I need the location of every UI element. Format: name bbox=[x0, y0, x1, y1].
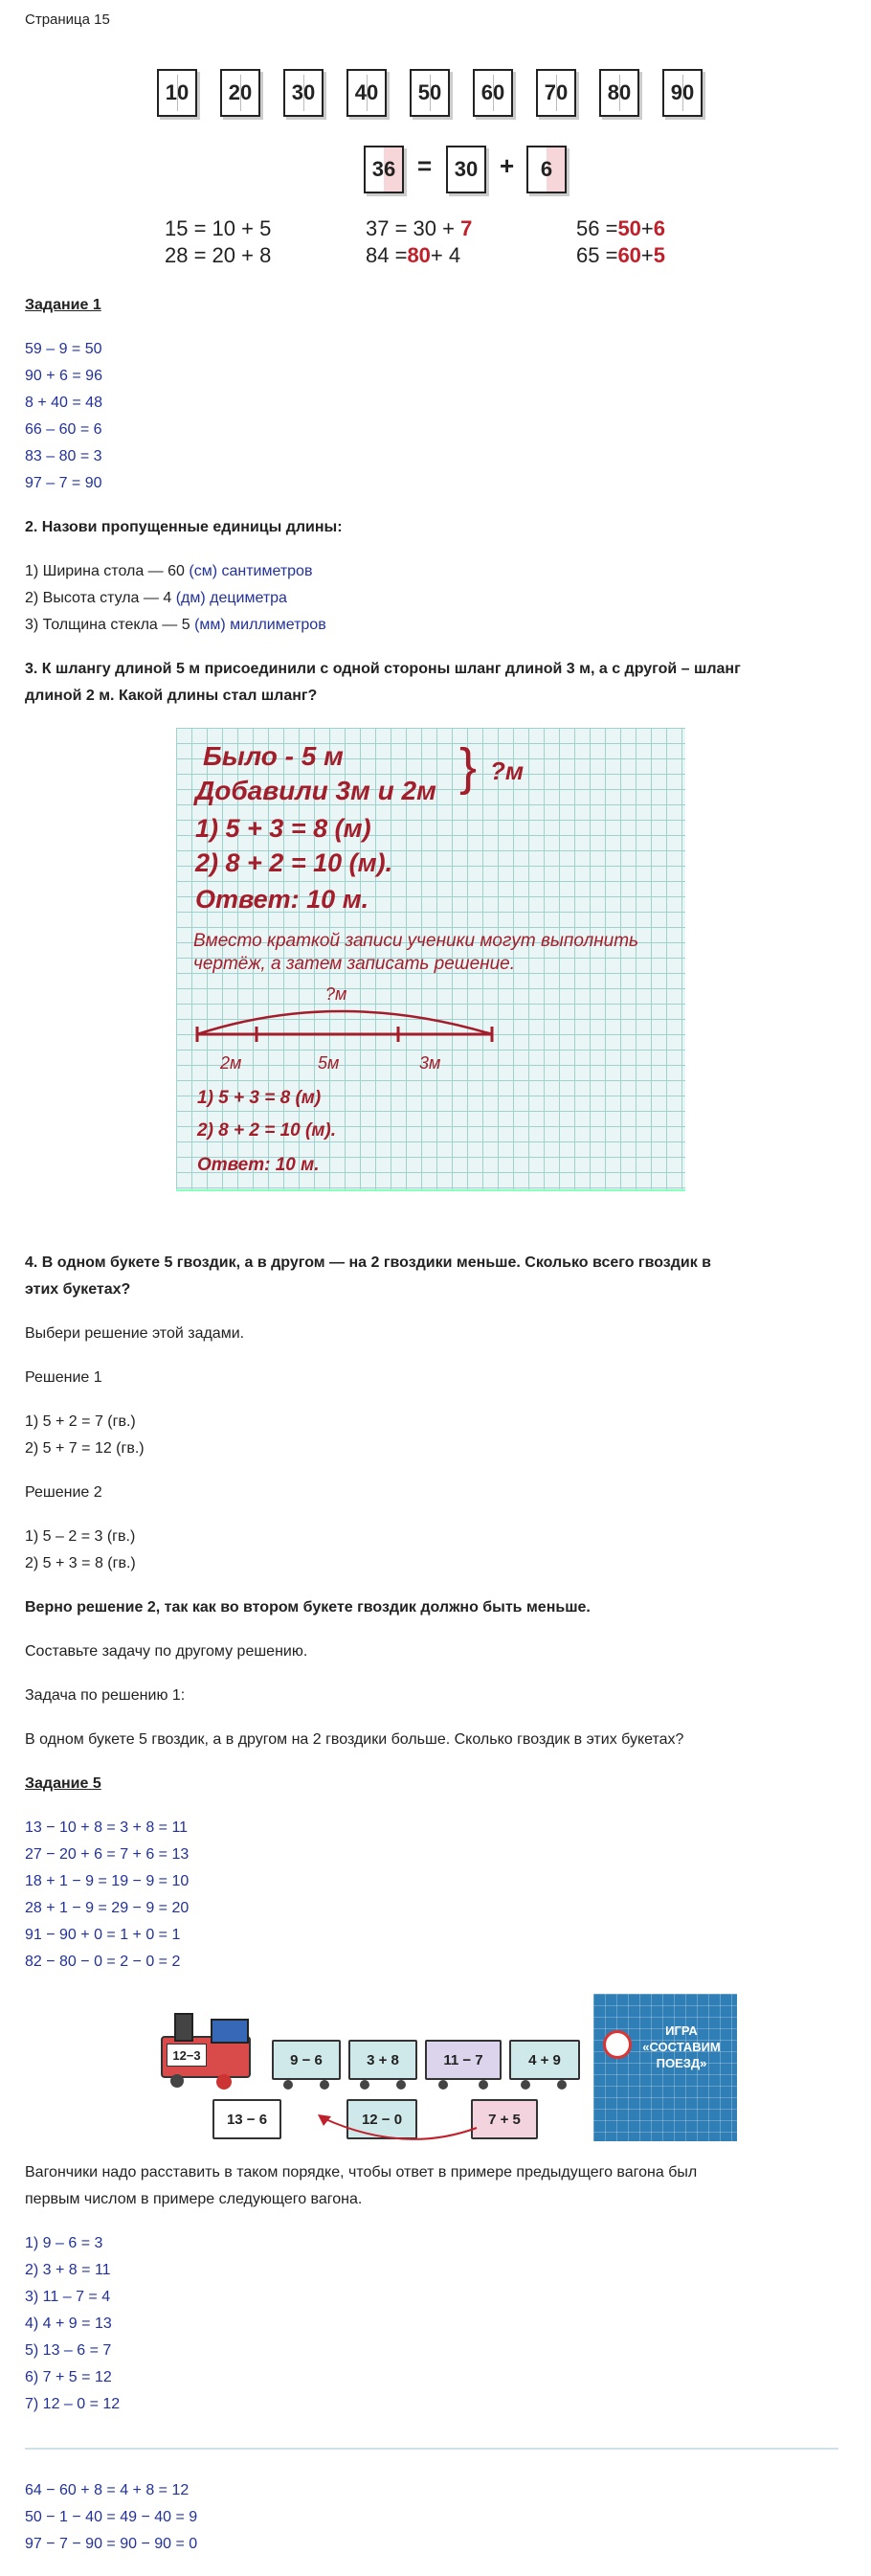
order-line: 4) 4 + 9 = 13 bbox=[25, 2316, 112, 2332]
task5-line: 18 + 1 − 9 = 19 − 9 = 10 bbox=[25, 1873, 190, 1889]
equation: 15 = 10 + 5 bbox=[165, 216, 272, 240]
task5-line: 82 − 80 − 0 = 2 − 0 = 2 bbox=[25, 1954, 181, 1970]
hw-question: ?м bbox=[490, 757, 525, 785]
task1-line: 8 + 40 = 48 bbox=[25, 395, 102, 411]
number-card: 40 bbox=[346, 69, 387, 117]
task5-heading: Задание 5 bbox=[25, 1775, 101, 1792]
hw-b-step2: 2) 8 + 2 = 10 (м). bbox=[197, 1120, 337, 1141]
extra-line: 64 − 60 + 8 = 4 + 8 = 12 bbox=[25, 2482, 190, 2498]
number-card: 30 bbox=[283, 69, 324, 117]
task1-line: 66 – 60 = 6 bbox=[25, 421, 102, 438]
compose-card-36: 36 bbox=[364, 146, 404, 193]
task1-line: 83 – 80 = 3 bbox=[25, 448, 102, 464]
task3-heading-line1: 3. К шлангу длиной 5 м присоединили с одной стороны шланг длиной 3 м, а с другой – шланг bbox=[25, 661, 741, 677]
train-text-line1: Вагончики надо расставить в таком порядке, чтобы ответ в примере предыдущего вагона был bbox=[25, 2164, 698, 2181]
task3-solution-image bbox=[176, 728, 685, 1191]
order-line: 7) 12 – 0 = 12 bbox=[25, 2396, 121, 2412]
task1-line: 97 – 7 = 90 bbox=[25, 475, 102, 491]
task4-choose: Выбери решение этой задами. bbox=[25, 1325, 245, 1342]
segment-question-label: ?м bbox=[325, 984, 347, 1004]
order-line: 6) 7 + 5 = 12 bbox=[25, 2369, 112, 2385]
number-card: 60 bbox=[473, 69, 513, 117]
order-line: 3) 11 – 7 = 4 bbox=[25, 2289, 111, 2305]
task5-line: 27 − 20 + 6 = 7 + 6 = 13 bbox=[25, 1846, 190, 1863]
task2-line: 3) Толщина стекла — 5 (мм) миллиметров bbox=[25, 617, 326, 633]
number-card: 70 bbox=[536, 69, 576, 117]
number-card: 90 bbox=[662, 69, 703, 117]
task4-heading-line2: этих букетах? bbox=[25, 1281, 131, 1298]
hw-step1: 1) 5 + 3 = 8 (м) bbox=[195, 814, 371, 843]
hw-step2: 2) 8 + 2 = 10 (м). bbox=[195, 848, 393, 877]
task1-line: 90 + 6 = 96 bbox=[25, 368, 102, 384]
task4-compose: Составьте задачу по другому решению. bbox=[25, 1643, 308, 1660]
game-title: ИГРА «СОСТАВИМ ПОЕЗД» bbox=[642, 2023, 721, 2070]
equation: 37 = 30 + 7 bbox=[366, 216, 473, 240]
extra-line: 97 − 7 − 90 = 90 − 90 = 0 bbox=[25, 2536, 198, 2552]
wagon: 4 + 9 bbox=[509, 2040, 580, 2080]
hw-b-answer: Ответ: 10 м. bbox=[197, 1155, 320, 1175]
task4-by-solution1: Задача по решению 1: bbox=[25, 1687, 186, 1704]
hw-b-step1: 1) 5 + 3 = 8 (м) bbox=[197, 1088, 322, 1108]
divider bbox=[25, 2448, 838, 2450]
chimney bbox=[174, 2013, 193, 2042]
train-text-line2: первым числом в примере следующего вагона. bbox=[25, 2191, 363, 2207]
segment-label-3m: 3м bbox=[419, 1053, 441, 1073]
hw-note-line2: чертёж, а затем записать решение. bbox=[193, 954, 516, 974]
task4-solution2-line: 2) 5 + 3 = 8 (гв.) bbox=[25, 1555, 136, 1571]
task4-new-problem: В одном букете 5 гвоздик, а в другом на 2 гвоздики больше. Сколько гвоздик в этих букетах? bbox=[25, 1731, 684, 1748]
compose-card-6: 6 bbox=[526, 146, 567, 193]
extra-line: 50 − 1 − 40 = 49 − 40 = 9 bbox=[25, 2509, 198, 2525]
task4-solution2-title: Решение 2 bbox=[25, 1484, 102, 1501]
game-panel bbox=[593, 1994, 737, 2141]
task2-heading: 2. Назови пропущенные единицы длины: bbox=[25, 519, 343, 535]
wagon: 7 + 5 bbox=[471, 2099, 538, 2139]
task4-correct: Верно решение 2, так как во втором букете гвоздик должно быть меньше. bbox=[25, 1599, 591, 1616]
arrow-curve bbox=[299, 2099, 490, 2147]
wagon: 11 − 7 bbox=[425, 2040, 502, 2080]
task4-heading-line1: 4. В одном букете 5 гвоздик, а в другом — на 2 гвоздики меньше. Сколько всего гвоздик в bbox=[25, 1254, 712, 1271]
locomotive-label: 12−3 bbox=[167, 2044, 207, 2067]
hw-was: Было - 5 м bbox=[203, 741, 344, 771]
task1-line: 59 – 9 = 50 bbox=[25, 341, 102, 357]
number-card: 20 bbox=[220, 69, 260, 117]
hw-added: Добавили 3м и 2м bbox=[195, 776, 436, 805]
equation: 56 =50+6 bbox=[576, 216, 666, 240]
order-line: 5) 13 – 6 = 7 bbox=[25, 2342, 112, 2359]
task1-heading: Задание 1 bbox=[25, 297, 101, 313]
equals-sign: = bbox=[417, 151, 433, 180]
segment-label-5m: 5м bbox=[318, 1053, 340, 1073]
hw-note-line1: Вместо краткой записи ученики могут выполнить bbox=[193, 931, 639, 951]
segment-drawing bbox=[176, 996, 685, 1053]
plus-sign: + bbox=[500, 151, 515, 180]
wagon: 3 + 8 bbox=[348, 2040, 417, 2080]
order-line: 1) 9 – 6 = 3 bbox=[25, 2235, 103, 2251]
task4-solution1-line: 2) 5 + 7 = 12 (гв.) bbox=[25, 1440, 145, 1457]
hw-brace: } bbox=[459, 738, 478, 796]
task4-solution2-line: 1) 5 – 2 = 3 (гв.) bbox=[25, 1528, 136, 1545]
segment-label-2m: 2м bbox=[220, 1053, 242, 1073]
equation: 84 =80+ 4 bbox=[366, 243, 461, 267]
task3-heading-line2: длиной 2 м. Какой длины стал шланг? bbox=[25, 688, 318, 704]
target-icon bbox=[603, 2030, 632, 2059]
wagon: 9 − 6 bbox=[272, 2040, 341, 2080]
task4-solution1-line: 1) 5 + 2 = 7 (гв.) bbox=[25, 1413, 136, 1430]
page-title: Страница 15 bbox=[25, 11, 110, 28]
wagon: 13 − 6 bbox=[212, 2099, 281, 2139]
number-card: 10 bbox=[157, 69, 197, 117]
train-illustration bbox=[155, 1994, 739, 2147]
task5-line: 13 − 10 + 8 = 3 + 8 = 11 bbox=[25, 1819, 189, 1836]
number-card: 80 bbox=[599, 69, 639, 117]
task5-line: 28 + 1 − 9 = 29 − 9 = 20 bbox=[25, 1900, 190, 1916]
compose-card-30: 30 bbox=[446, 146, 486, 193]
number-card: 50 bbox=[410, 69, 450, 117]
task2-line: 2) Высота стула — 4 (дм) дециметра bbox=[25, 590, 287, 606]
hw-answer: Ответ: 10 м. bbox=[195, 885, 369, 914]
cabin bbox=[211, 2019, 249, 2044]
wagon: 12 − 0 bbox=[346, 2099, 417, 2139]
task4-solution1-title: Решение 1 bbox=[25, 1369, 102, 1386]
task2-line: 1) Ширина стола — 60 (см) сантиметров bbox=[25, 563, 313, 579]
task5-line: 91 − 90 + 0 = 1 + 0 = 1 bbox=[25, 1927, 181, 1943]
order-line: 2) 3 + 8 = 11 bbox=[25, 2262, 111, 2278]
equation: 65 =60+5 bbox=[576, 243, 666, 267]
equation: 28 = 20 + 8 bbox=[165, 243, 272, 267]
